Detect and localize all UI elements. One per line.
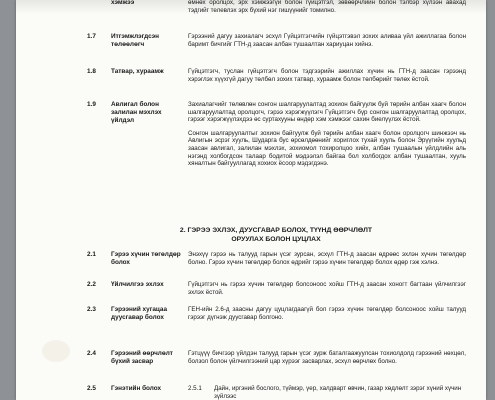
clause-body: өмнөх оролцох, эрх хэмжээгүй болон гүйцэтгэл, зөвөөрчлийн болон тэлбэр хүлээн авахад тэдгийг телевлэх эрх бүхий нэг гишүүнийг томилно. [188,0,466,14]
clause-body: Гэтцүүү бичгээр үйлдэн талууд гарын үсэг зурж баталгаажуулсан тохиолдолд гэрээний нөхцөл, болзол болон үйлчилгээний цар хүрээг засварлах, эсхүл өөрчлөх болно. [188,350,466,365]
clause-title: хэмжээ [111,0,135,6]
clause-title: Итгэмжлэгдсэн төлөөлөгч [111,33,160,48]
clause-number: 1.9 [87,101,96,108]
clause-body: Захиалагчийг төлөвлөн сонгон шалгаруулалтад зохион байгуулж буй төрийн албан хаагч болон шалгаруулалтад оролцогч, гэрээ хэрэгжүүлэгч Гүйцэтгэгч бүр сонгон шалгаруулалтад оролцох, гэрээг хэрэгжүүлэхдээ өс суртахууны өндөр хэм хэмжээг сахин биелүүлэх ёстой. Сонгон шалгаруулалтыг зохион байгуулж буй төрийн албан хаагч болон оролцогч шинжээч нь Авлигын эсрэг хууль, Шударга бус өрсөлдөөнийг хориглох тухай хууль болон Эрүүгийн хуульд заасан авлигал, залилан мэхлэх, зохиомол тохиролцоо хийх, албан тушаалын үйлдлийн аль нэгэнд холбогдсон талаар бодитой мэдээлэл байгаа бол холбогдох албан тушаалтан, хууль хяналтын байгууллагад хохиох ёсоор мэдэгдэнэ. [188,101,466,168]
clause-body: Гүйцэтгэгч, туслан гүйцэтгэгч болон тэдгээрийн ажиллах хүчин нь ГТН-д заасан гэрээнд хэрэглэх хүүхгүй дагуу төлбөл зохих татвар, хураамж болон төлбөрийг төлөх ёстой. [188,68,466,83]
clause-body: Энэхүү гэрээ нь талууд гарын үсэг зурсан, эсхүл ГТН-д заасан өдрөөс эхлэн хүчин төгөлдөр болно. Гэрээ хүчин төгөлдөр болох өдрийг гэрээ хүчин төгөлдөр болох өдөр гэж хэлнэ. [188,251,466,266]
clause-body: Гүйцэтгэгч нь гэрээ хүчин төгөлдөр болсоноос хойш ГТН-д заасан хоногт багтаан үйлчилгээг эхлэх ёстой. [188,281,466,296]
clause-number: 2.2 [87,281,96,288]
clause-number: 2.4 [87,350,96,357]
clause-title: Гэрээний өөрчлөлт бүхий засвар [111,350,173,365]
subclause-body: Дайн, иргэний бослого, түймэр, үер, халдварт өвчин, газар хөдлөлт зэрэг хүний хүчин зүйлээс [214,385,462,400]
clause-title: Гэрээ хүчин төгөлдөр болох [111,251,181,266]
clause-number: 1.8 [87,68,96,75]
clause-title: Авлигал болон залилан мэхлэх үйлдэл [111,101,162,124]
paper-stain [42,340,70,362]
clause-number: 2.5 [87,385,96,392]
clause-body: ГЕН-ийн 2.6-д заасны дагуу цуцлагдаагүй бол гэрээ хүчин төгөлдөр болсоноос хойш талууд гэрээг дүгнэж дуусгавар болгоно. [188,306,466,321]
subclause-number: 2.5.1 [188,385,202,392]
clause-title: Гэнэтийн болох [111,385,162,392]
clause-title: Татвар, хураамж [111,68,164,75]
clause-number: 2.1 [87,251,96,258]
clause-number: 1.7 [87,33,96,40]
clause-body: Гэрээний дагуу захиалагч эсхүл Гүйцэтгэгчийн гүйцэтгэвэл зохих аливаа үйл ажиллагаа болон баримт бичгийг ГТН-д заасан албан тушаалтан хариуцан хийнэ. [188,33,466,48]
document-page [16,0,486,400]
section-heading: 2. ГЭРЭЭ ЭХЛЭХ, ДУУСГАВАР БОЛОХ, ТҮҮНД ӨӨРЧЛӨЛТ ОРУУЛАХ БОЛОН ЦУЦЛАХ [179,227,373,243]
clause-number: 2.3 [87,306,96,313]
clause-title: Үйлчилгээ эхлэх [111,281,164,288]
clause-title: Гэрээний хугацаа дуусгавар болох [111,306,168,321]
